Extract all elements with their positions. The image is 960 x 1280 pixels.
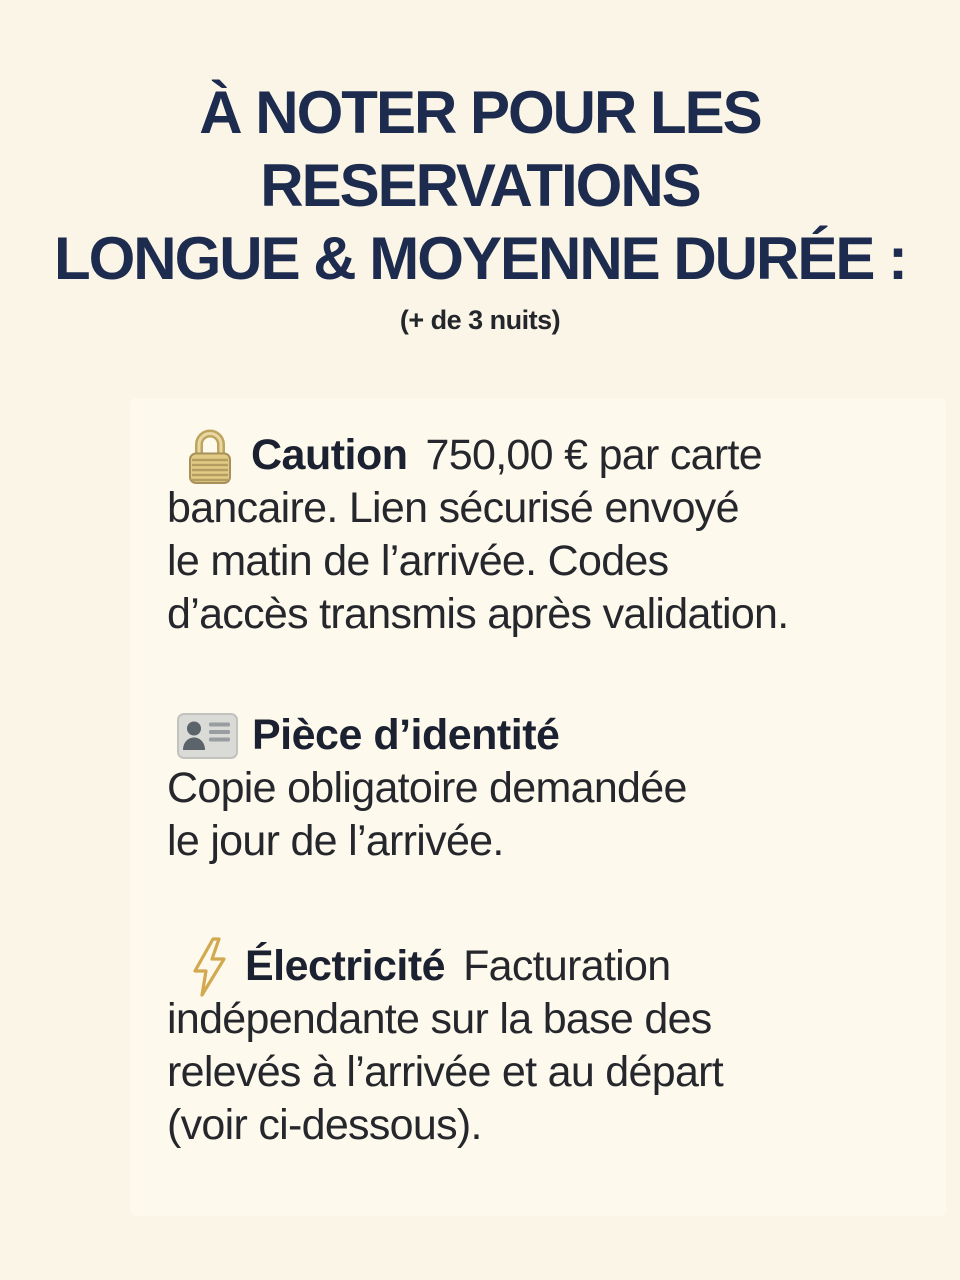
title-line-3: LONGUE & MOYENNE DURÉE : — [53, 225, 907, 292]
section-electricity — [167, 940, 907, 1152]
page-title — [0, 76, 960, 295]
caution-heading: Caution — [251, 431, 408, 479]
caution-line-1: 750,00 € par carte — [425, 431, 762, 479]
caution-line-2: bancaire. Lien sécurisé envoyé — [167, 484, 739, 532]
caution-line-4: d’accès transmis après validation. — [167, 590, 789, 638]
title-line-1: À NOTER POUR LES — [199, 79, 761, 146]
section-identity — [167, 709, 907, 868]
electricity-first-line — [167, 940, 907, 993]
electricity-line-1: Facturation — [463, 942, 671, 990]
identity-line-2: Copie obligatoire demandée — [167, 764, 687, 812]
electricity-line-4: (voir ci-dessous). — [167, 1101, 482, 1149]
electricity-line-2: indépendante sur la base des — [167, 995, 712, 1043]
section-caution — [167, 429, 907, 641]
identity-first-line — [167, 709, 907, 762]
lightning-icon — [189, 936, 229, 998]
caution-line-3: le matin de l’arrivée. Codes — [167, 537, 669, 585]
page-subtitle: (+ de 3 nuits) — [399, 305, 561, 335]
identity-line-3: le jour de l’arrivée. — [167, 817, 504, 865]
caution-first-line — [167, 429, 907, 482]
title-line-2: RESERVATIONS — [260, 152, 700, 219]
id-card-icon — [177, 713, 238, 759]
electricity-line-3: relevés à l’arrivée et au départ — [167, 1048, 724, 1096]
identity-heading: Pièce d’identité — [252, 711, 560, 759]
lock-icon — [183, 427, 237, 485]
electricity-heading: Électricité — [245, 942, 446, 990]
